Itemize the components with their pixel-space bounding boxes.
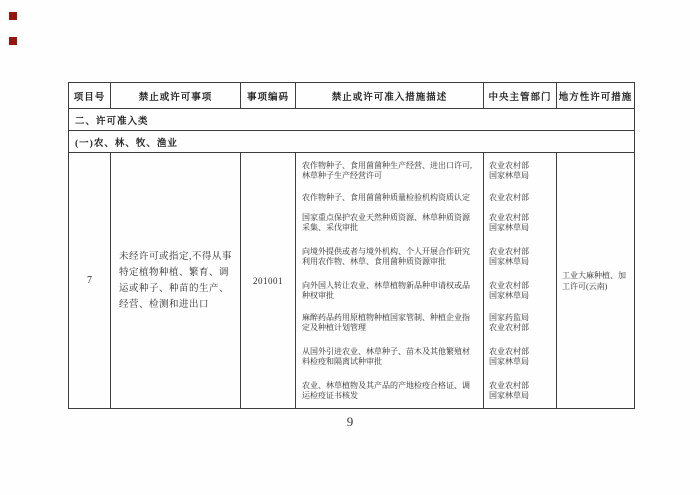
measure-depts [489,247,553,281]
dept-line: 国家药监局 [489,312,529,322]
header-measure-desc: 禁止或许可准入措施描述 [296,83,484,109]
page-number: 9 [346,414,354,429]
measure-desc: 向境外提供或者与境外机构、个人开展合作研究利用农作物、林草、食用菌种质资源审批 [302,246,470,266]
cell-item-code: 201001 [241,153,296,409]
measure-desc: 从国外引进农业、林草种子、苗木及其他繁殖材料检疫和隔离试种审批 [302,346,470,366]
header-local-measure: 地方性许可措施 [557,83,635,109]
section-permit-class-label: 二、许可准入类 [69,109,635,131]
section-row-permit-class [69,109,635,131]
measure-desc: 农作物种子、食用菌菌种质量检验机构资质认定 [302,192,470,202]
dept-line: 农业农村部 [489,246,529,256]
dept-line: 农业农村部 [489,192,529,202]
measure-desc: 农业、林草植物及其产品的产地检疫合格证、调运检疫证书核发 [302,380,470,400]
dept-line: 农业农村部 [489,160,529,170]
measure-desc: 向外国人转让农业、林草植物新品种申请权或品种权审批 [302,280,470,300]
dept-line: 国家林草局 [489,391,529,400]
measure-depts [489,381,553,407]
dept-line: 国家林草局 [489,357,529,366]
header-item: 禁止或许可事项 [111,83,241,109]
cell-local-measure: 工业大麻种植、加工许可(云南) [557,153,635,409]
negative-list-table [68,82,635,409]
measure-desc: 农作物种子、食用菌菌种生产经营、进出口许可,林草种子生产经营许可 [302,160,472,180]
measure-depts [489,347,553,381]
measure-depts [489,313,553,347]
table-row [69,153,635,409]
cell-item-no: 7 [69,153,111,409]
dept-line: 农业农村部 [489,280,529,290]
table-header-row [69,83,635,109]
section-industry-label: (一)农、林、牧、渔业 [69,131,635,153]
dept-line: 农业农村部 [489,380,529,390]
red-annotation-mark [9,12,17,20]
cell-measure-descriptions [296,153,484,409]
header-central-dept: 中央主管部门 [484,83,557,109]
measure-depts [489,213,553,247]
dept-line: 国家林草局 [489,223,529,232]
section-row-industry [69,131,635,153]
measure-desc: 国家重点保护农业天然种质资源、林草种质资源采集、采伐审批 [302,212,470,232]
dept-line: 农业农村部 [489,346,529,356]
dept-line: 国家林草局 [489,171,529,180]
measure-depts [489,193,553,213]
red-annotation-mark [9,37,17,45]
measure-depts [489,281,553,313]
dept-line: 国家林草局 [489,291,529,300]
dept-line: 农业农村部 [489,323,529,332]
header-code: 事项编码 [241,83,296,109]
cell-central-departments [484,153,557,409]
cell-item-desc: 未经许可或指定,不得从事特定植物种植、繁育、调运或种子、种苗的生产、经营、检测和进出口 [111,153,241,409]
dept-line: 农业农村部 [489,212,529,222]
measure-depts [489,161,553,193]
dept-line: 国家林草局 [489,257,529,266]
measure-desc: 麻醉药品药用原植物种植国家管制、种植企业指定及种植计划管理 [302,312,470,332]
header-item-no: 项目号 [69,83,111,109]
